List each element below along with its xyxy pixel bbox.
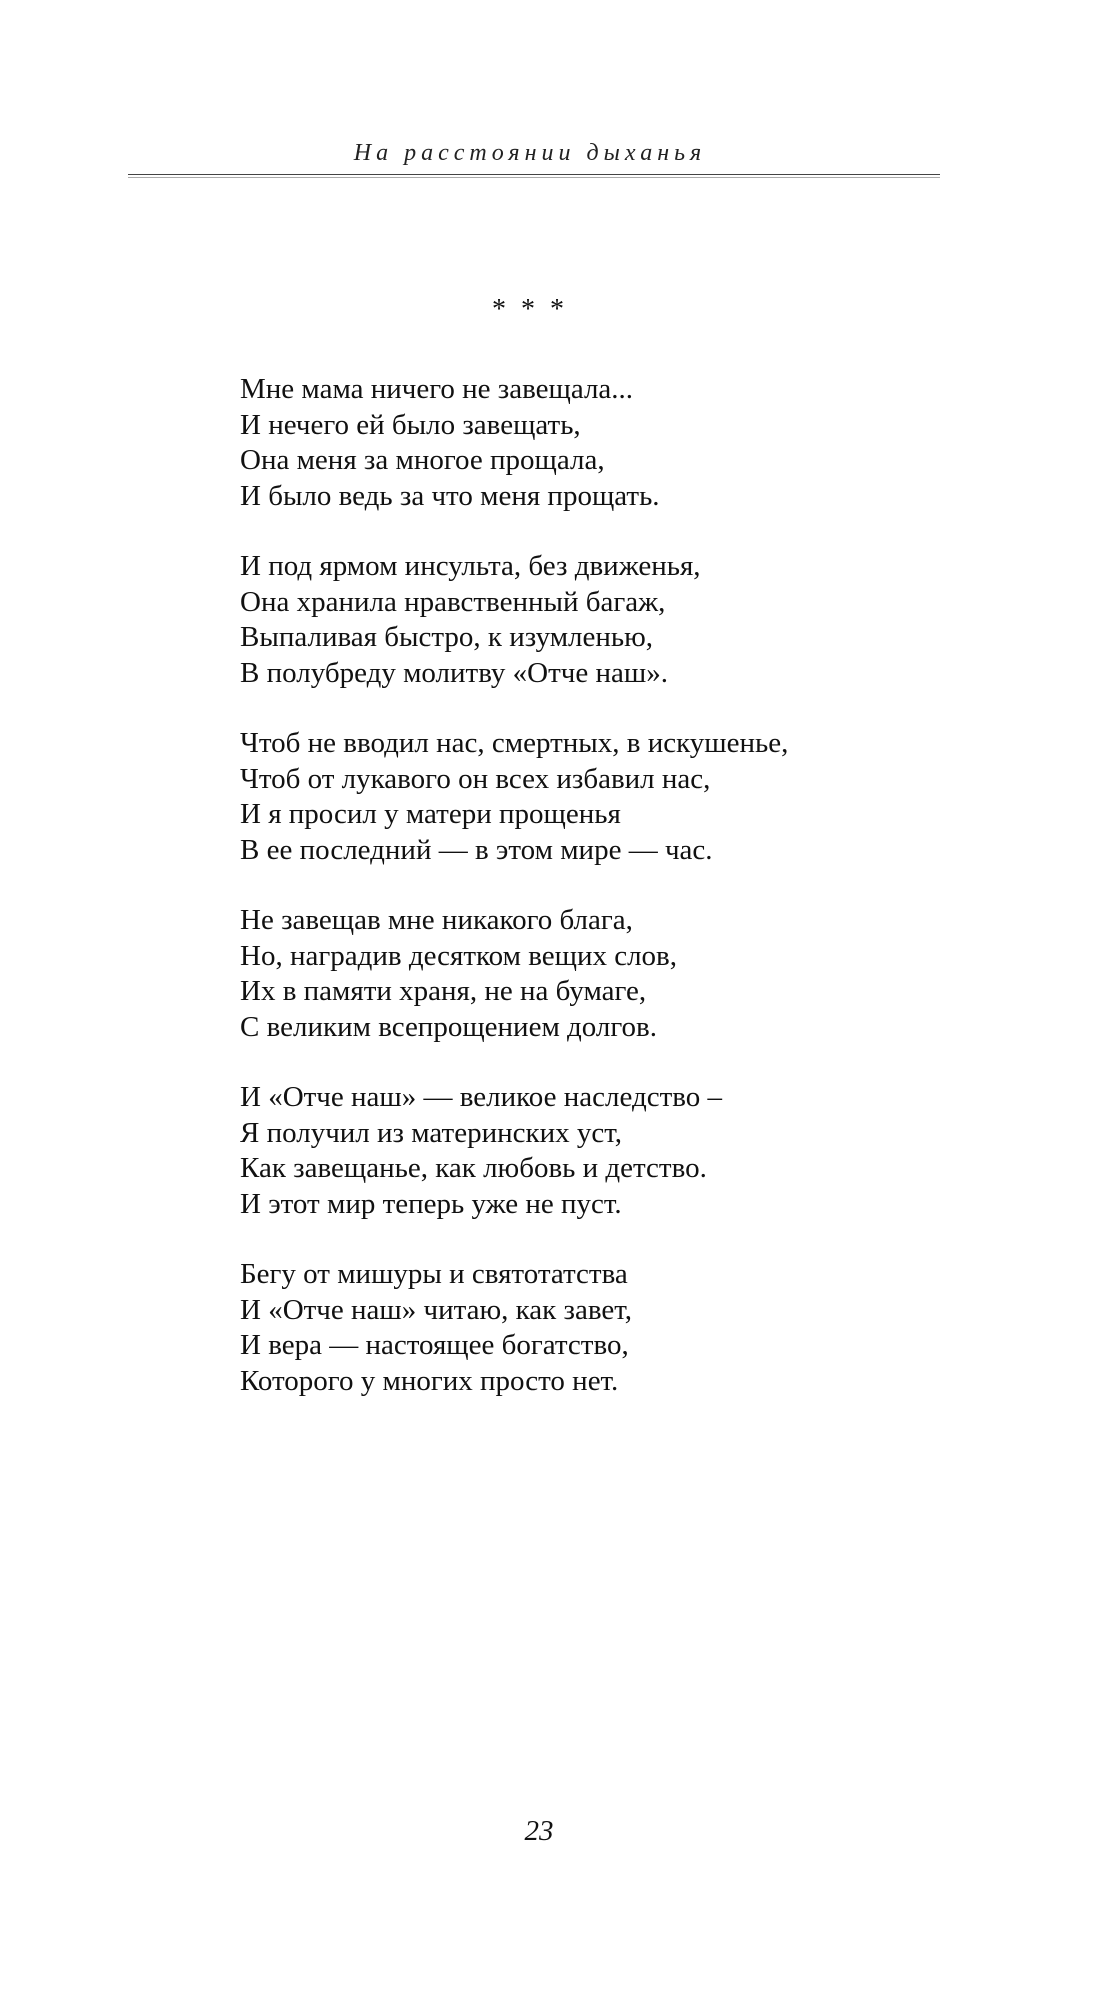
page-number: 23 xyxy=(524,1815,554,1847)
poem-line: И «Отче наш» читаю, как завет, xyxy=(240,1293,632,1326)
poem-line: Не завещав мне никакого блага, xyxy=(240,904,633,936)
poem-line: И было ведь за что меня прощать. xyxy=(240,479,660,512)
running-head: На расстоянии дыханья xyxy=(353,140,707,166)
stanza-5 xyxy=(240,1080,960,1222)
header-rule-secondary xyxy=(128,177,940,178)
poem-line: И «Отче наш» — великое наследство – xyxy=(240,1081,722,1113)
stanza-2 xyxy=(240,549,960,691)
poem-line: Выпаливая быстро, к изумленью, xyxy=(240,621,654,653)
poem-line: И нечего ей было завещать, xyxy=(240,408,581,441)
poem-line: Мне мама ничего не завещала... xyxy=(240,373,634,405)
poem xyxy=(240,372,960,1434)
poem-line: Она хранила нравственный багаж, xyxy=(240,585,666,618)
header-rule xyxy=(128,174,940,175)
poem-line: В полубреду молитву «Отче наш». xyxy=(240,656,668,689)
poem-line: Но, наградив десятком вещих слов, xyxy=(240,939,677,972)
poem-line: Которого у многих просто нет. xyxy=(240,1364,619,1397)
poem-line: Чтоб от лукавого он всех избавил нас, xyxy=(240,762,711,795)
poem-line: Чтоб не вводил нас, смертных, в искушенье, xyxy=(240,727,789,759)
poem-line: В ее последний — в этом мире — час. xyxy=(240,833,713,866)
poem-line: Их в памяти храня, не на бумаге, xyxy=(240,975,647,1007)
poem-line: И я просил у матери прощенья xyxy=(240,798,621,830)
stanza-6 xyxy=(240,1257,960,1399)
stanza-4 xyxy=(240,903,960,1045)
stanza-3 xyxy=(240,726,960,868)
section-asterisks: * * * xyxy=(492,294,568,325)
poem-line: Бегу от мишуры и святотатства xyxy=(240,1258,628,1290)
poem-line: И под ярмом инсульта, без движенья, xyxy=(240,550,701,582)
poem-line: Как завещанье, как любовь и детство. xyxy=(240,1152,707,1184)
poem-line: Она меня за многое прощала, xyxy=(240,444,605,476)
stanza-1 xyxy=(240,372,960,514)
poem-line: Я получил из материнских уст, xyxy=(240,1116,622,1149)
poem-line: И вера — настоящее богатство, xyxy=(240,1329,629,1361)
poem-line: С великим всепрощением долгов. xyxy=(240,1010,658,1043)
poem-line: И этот мир теперь уже не пуст. xyxy=(240,1187,622,1220)
